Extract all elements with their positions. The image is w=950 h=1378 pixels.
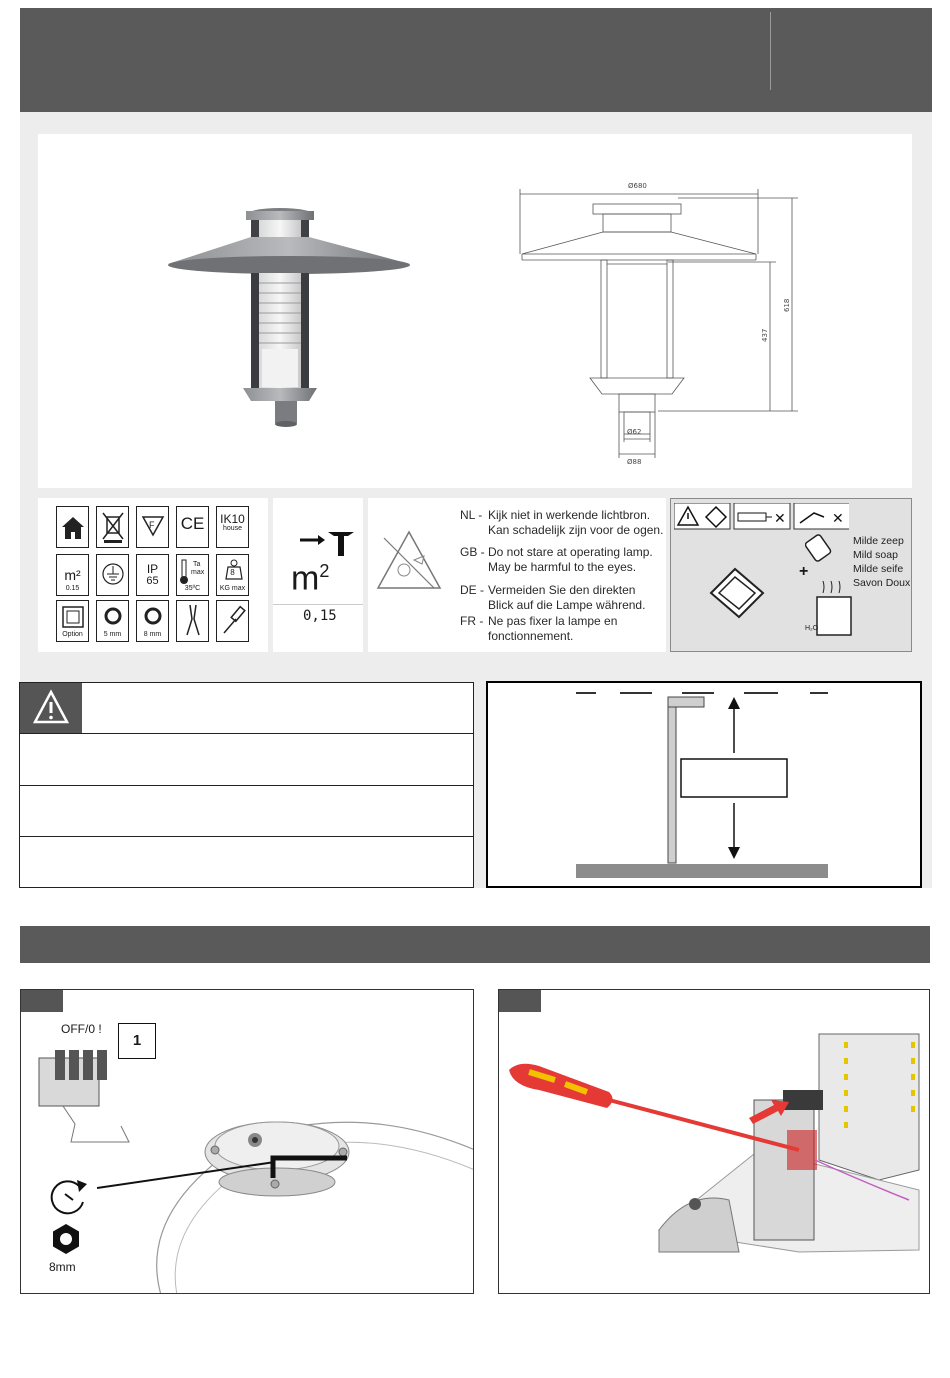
driver-connection-image [499, 990, 930, 1294]
area-value: 0,15 [303, 608, 337, 624]
f-mark-icon [136, 506, 169, 548]
no-stare-icon [374, 526, 444, 596]
height-diagram-drawing [488, 683, 920, 886]
ground-class-icon [96, 554, 129, 596]
eye-line-nl-1: Kijk niet in werkende lichtbron. [488, 508, 651, 522]
area-unit: $m^2$ [291, 559, 330, 598]
header-divider [770, 12, 771, 90]
eye-warning-panel [368, 498, 666, 652]
warning-row-divider [20, 785, 473, 786]
tool-size-label: 8mm [49, 1260, 76, 1274]
dim-diameter-spigot: Ø62 [627, 428, 642, 436]
step-tag [21, 990, 63, 1012]
warning-triangle-icon [32, 689, 70, 725]
eye-line-gb-2: May be harmful to the eyes. [488, 560, 637, 574]
lamp-top-cover-image [97, 1090, 474, 1294]
installation-step-1 [20, 989, 474, 1294]
pliers-icon [176, 600, 209, 642]
warning-icon-cell [20, 683, 82, 733]
dim-diameter-top: Ø680 [628, 182, 647, 190]
max-weight-icon: 8 KG max [216, 554, 249, 596]
ce-mark-icon: CE [176, 506, 209, 548]
ik10-icon: IK10 house [216, 506, 249, 548]
warning-row-divider [20, 836, 473, 837]
clean-line-1: Milde zeep [853, 535, 904, 547]
eye-code-de: DE - [460, 583, 484, 597]
eye-line-de-1: Vermeiden Sie den direkten [488, 583, 636, 597]
water-label: H₂O [805, 625, 819, 632]
lamp-render-image [163, 199, 423, 434]
eye-line-de-2: Blick auf die Lampe während. [488, 598, 646, 612]
svg-text:✕: ✕ [774, 510, 786, 526]
svg-text:F: F [148, 520, 154, 530]
mounting-height-diagram [486, 681, 922, 888]
warning-row-divider [20, 733, 473, 734]
eye-code-nl: NL - [460, 508, 483, 522]
svg-text:✕: ✕ [832, 510, 844, 526]
eye-code-fr: FR - [460, 614, 484, 628]
area-divider [273, 604, 363, 605]
warning-table [19, 682, 474, 888]
product-panel [38, 134, 912, 488]
cleaning-panel [670, 498, 912, 652]
dim-height-body: 437 [761, 328, 769, 342]
installation-section-bar [20, 926, 930, 963]
indoor-house-icon [56, 506, 89, 548]
loosen-rotation-icon [45, 1172, 95, 1216]
hex-nut-icon [49, 1222, 83, 1256]
hex-8mm-icon: 8 mm [136, 600, 169, 642]
wind-arrow-icon [298, 524, 358, 558]
hex-5mm-icon: 5 mm [96, 600, 129, 642]
ip65-icon: IP 65 [136, 554, 169, 596]
dim-diameter-base: Ø88 [627, 458, 642, 466]
header-bar [20, 8, 932, 112]
screwdriver-icon [216, 600, 249, 642]
dim-height-total: 618 [783, 298, 791, 312]
eye-line-fr-1: Ne pas fixer la lampe en [488, 614, 618, 628]
installation-step-2 [498, 989, 930, 1294]
cleaning-top-icons [674, 503, 849, 531]
eye-line-nl-2: Kan schadelijk zijn voor de ogen. [488, 523, 664, 537]
wind-area-panel [273, 498, 363, 652]
eye-code-gb: GB - [460, 545, 485, 559]
clean-line-2: Mild soap [853, 549, 898, 561]
step-number-box: 1 [118, 1023, 156, 1059]
technical-drawing [508, 174, 828, 469]
plus-sign: + [799, 563, 809, 580]
weee-bin-icon [96, 506, 129, 548]
clean-line-4: Savon Doux [853, 577, 911, 589]
switch-off-label: OFF/0 ! [61, 1022, 102, 1036]
ambient-temperature-icon: Ta max 35ºC [176, 554, 209, 596]
eye-line-gb-1: Do not stare at operating lamp. [488, 545, 653, 559]
option-icon: Option [56, 600, 89, 642]
eye-line-fr-2: fonctionnement. [488, 629, 574, 643]
clean-line-3: Milde seife [853, 563, 904, 575]
area-icon: m² 0.15 [56, 554, 89, 596]
certification-icons-panel [38, 498, 268, 652]
cloth-icon [707, 563, 767, 619]
